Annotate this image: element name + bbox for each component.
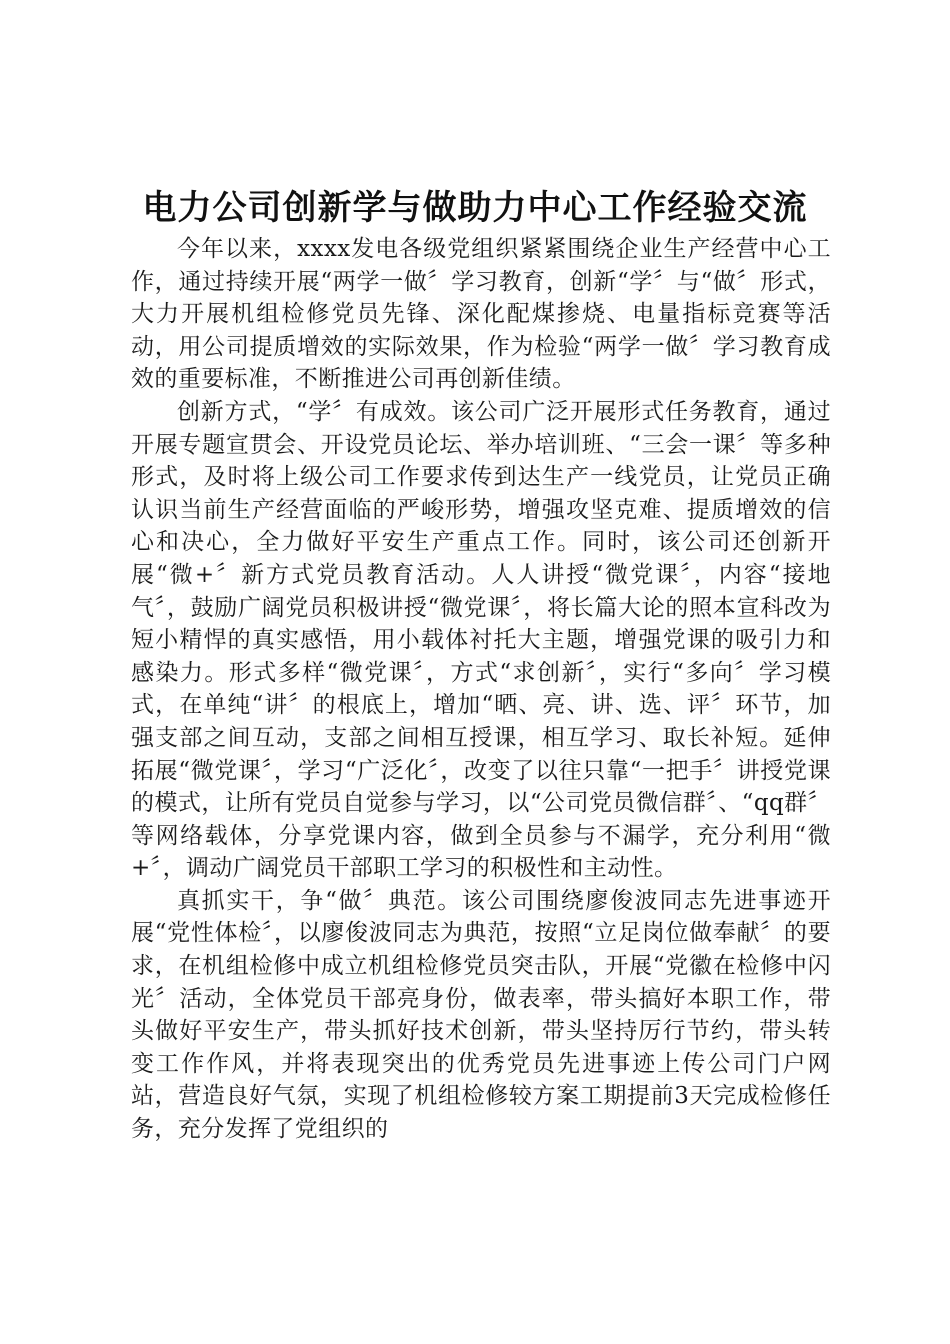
- paragraph-innovation-learning: 创新方式，“学〞有成效。该公司广泛开展形式任务教育，通过开展专题宣贯会、开设党员论坛、举办培训班、“三会一课〞等多种形式，及时将上级公司工作要求传到达生产一线党员，让党员正确认识当前生产经营面临的严峻形势，增强攻坚克难、提质增效的信心和决心，全力做好平安生产重点工作。同时，该公司还创新开展“微+〞新方式党员教育活动。人人讲授“微党课〞，内容“接地气〞，鼓励广阔党员积极讲授“微党课〞，将长篇大论的照本宣科改为短小精悍的真实感悟，用小载体衬托大主题，增强党课的吸引力和感染力。形式多样“微党课〞，方式“求创新〞，实行“多向〞学习模式，在单纯“讲〞的根底上，增加“晒、亮、讲、选、评〞环节，加强支部之间互动，支部之间相互授课，相互学习、取长补短。延伸拓展“微党课〞，学习“广泛化〞，改变了以往只靠“一把手〞讲授党课的模式，让所有党员自觉参与学习，以“公司党员微信群〞、“qq群〞等网络载体，分享党课内容，做到全员参与不漏学，充分利用“微+〞，调动广阔党员干部职工学习的积极性和主动性。: [131, 398, 831, 882]
- paragraph-practical-action: 真抓实干，争“做〞典范。该公司围绕廖俊波同志先进事迹开展“党性体检〞，以廖俊波同志为典范，按照“立足岗位做奉献〞的要求，在机组检修中成立机组检修党员突击队，开展“党徽在检修中闪光〞活动，全体党员干部亮身份，做表率，带头搞好本职工作，带头做好平安生产，带头抓好技术创新，带头坚持厉行节约，带头转变工作作风，并将表现突出的优秀党员先进事迹上传公司门户网站，营造良好气氛，实现了机组检修较方案工期提前3天完成检修任务，充分发挥了党组织的: [131, 887, 831, 1143]
- paragraph-intro: 今年以来，xxxx发电各级党组织紧紧围绕企业生产经营中心工作，通过持续开展“两学一做〞学习教育，创新“学〞与“做〞形式，大力开展机组检修党员先锋、深化配煤掺烧、电量指标竞赛等活动，用公司提质增效的实际效果，作为检验“两学一做〞学习教育成效的重要标准，不断推进公司再创新佳绩。: [131, 236, 831, 393]
- document-title: 电力公司创新学与做助力中心工作经验交流: [142, 188, 808, 228]
- document-body: [131, 233, 831, 1146]
